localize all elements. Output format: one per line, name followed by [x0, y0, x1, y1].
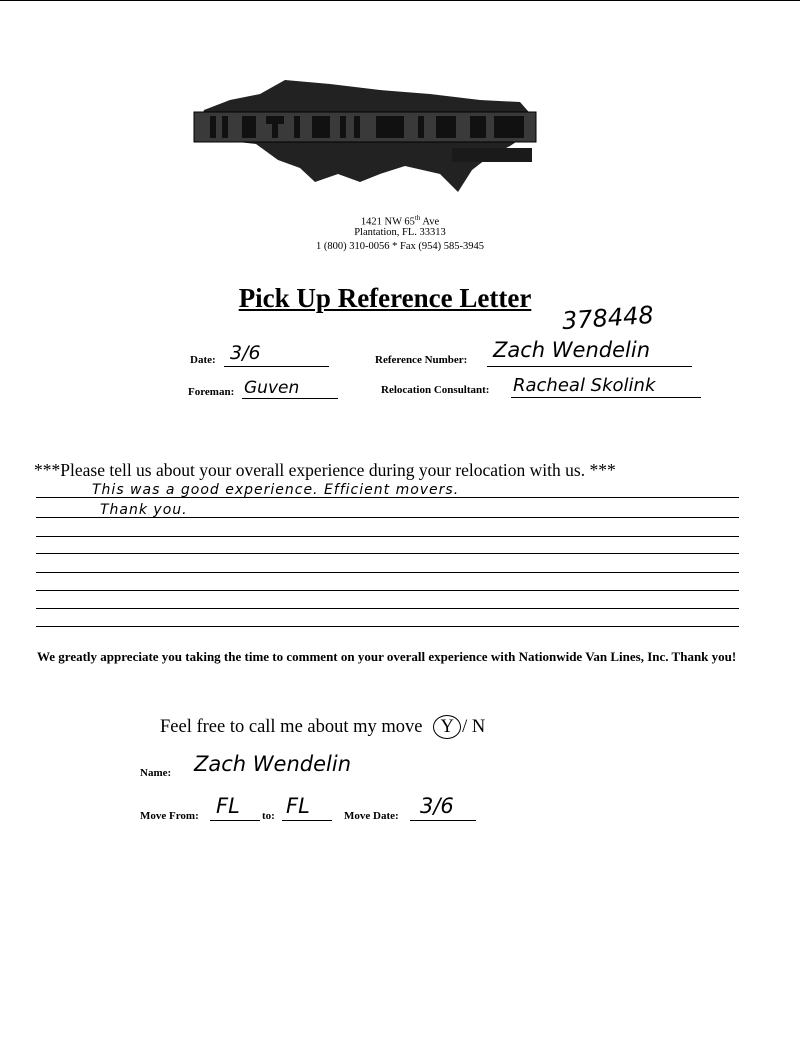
comment-line [36, 553, 739, 554]
reference-number-field[interactable] [487, 338, 692, 367]
comment-line [36, 536, 739, 537]
date-field[interactable] [224, 342, 329, 367]
yes-option-circled[interactable]: Y [433, 715, 461, 739]
relocation-consultant-field[interactable] [511, 377, 701, 398]
comment-line [36, 572, 739, 573]
reference-number-label: Reference Number: [375, 354, 468, 366]
relocation-consultant-label: Relocation Consultant: [381, 384, 490, 396]
handwritten-reference-number: 378448 [561, 300, 655, 336]
relocation-consultant-value: Racheal Skolink [513, 375, 656, 396]
comment-line [36, 626, 739, 627]
call-me-text: Feel free to call me about my move [160, 717, 423, 737]
address-line-1: 1421 NW 65th Ave [360, 214, 440, 228]
move-date-label: Move Date: [344, 810, 399, 822]
foreman-value: Guven [244, 378, 300, 398]
reference-number-value: Zach Wendelin [493, 338, 651, 362]
comment-text-2: Thank you. [100, 502, 188, 518]
address-line-2: Plantation, FL. 33313 [354, 227, 446, 238]
no-option[interactable]: N [471, 717, 486, 737]
date-value: 3/6 [230, 342, 261, 364]
move-date-value: 3/6 [420, 794, 454, 818]
foreman-label: Foreman: [188, 386, 235, 398]
address-line-3: 1 (800) 310-0056 * Fax (954) 585-3945 [316, 241, 484, 252]
page-title: Pick Up Reference Letter [238, 283, 532, 313]
foreman-field[interactable] [242, 378, 338, 399]
move-to-value: FL [286, 794, 310, 818]
appreciation-text: We greatly appreciate you taking the time to comment on your overall experience with Nationwide Van Lines, Inc. Thank you! [37, 649, 737, 664]
date-label: Date: [190, 354, 216, 366]
move-to-label: to: [262, 810, 275, 822]
comment-line [36, 590, 739, 591]
name-value: Zach Wendelin [194, 752, 352, 776]
yn-separator: / [462, 717, 468, 737]
move-to-field[interactable] [282, 794, 332, 821]
experience-question: ***Please tell us about your overall experience during your relocation with us. *** [34, 460, 616, 480]
call-me-prompt [160, 715, 485, 739]
move-date-field[interactable] [410, 794, 476, 821]
top-border [0, 0, 800, 1]
nationwide-map-logo-icon [190, 74, 540, 196]
name-label: Name: [140, 767, 172, 779]
comment-text-1: This was a good experience. Efficient movers. [92, 482, 460, 498]
move-from-value: FL [216, 794, 240, 818]
move-from-field[interactable] [210, 794, 260, 821]
name-field[interactable] [180, 752, 380, 778]
move-from-label: Move From: [140, 810, 199, 822]
comment-line [36, 608, 739, 609]
